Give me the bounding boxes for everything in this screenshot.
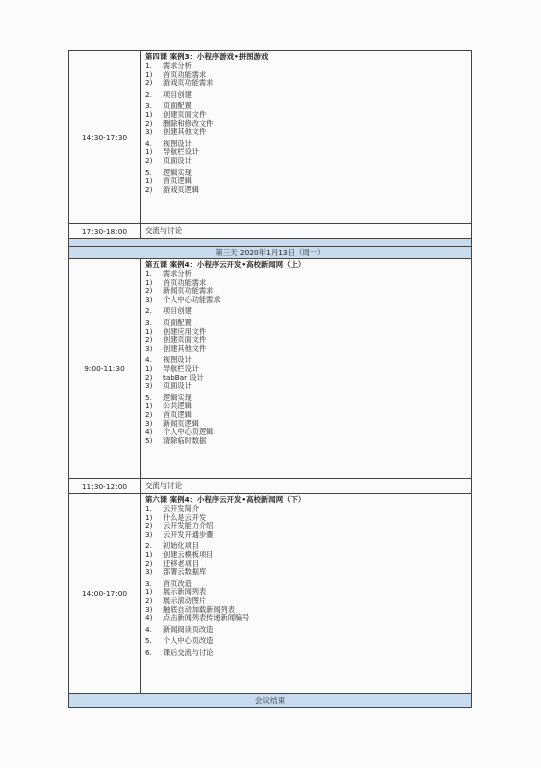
item-text: 首页功能需求 <box>163 277 207 287</box>
discussion-cell: 交流与讨论 <box>141 224 472 239</box>
item-text: 首页功能需求 <box>163 69 207 79</box>
section-number: 6. <box>145 647 152 657</box>
item-text: 页面设计 <box>163 155 192 165</box>
item-number: 1) <box>145 109 153 119</box>
outline-item <box>145 157 467 166</box>
item-text: 什么是云开发 <box>163 512 207 522</box>
item-number: 1) <box>145 549 153 559</box>
item-text: 点击新闻列表传递新闻编号 <box>163 613 250 623</box>
outline-item <box>145 531 467 540</box>
item-text: tabBar 设计 <box>163 372 204 382</box>
item-number: 3) <box>145 418 153 428</box>
section-heading <box>145 626 467 635</box>
item-text: 云开发开通步骤 <box>163 529 214 539</box>
item-number: 4) <box>145 427 153 437</box>
item-text: 展示滚动图片 <box>163 595 207 605</box>
meeting-end: 会议结束 <box>69 694 472 708</box>
outline-section <box>145 580 467 623</box>
item-number: 1) <box>145 587 153 597</box>
section-title: 需求分析 <box>163 61 192 70</box>
section-number: 2. <box>145 541 152 551</box>
schedule-table <box>68 50 472 708</box>
item-number: 3) <box>145 381 153 391</box>
section-heading <box>145 637 467 646</box>
lesson-title: 第四课 案例3：小程序游戏•拼图游戏 <box>145 52 269 61</box>
item-text: 首页逻辑 <box>163 409 192 419</box>
item-number: 2) <box>145 372 153 382</box>
section-number: 2. <box>145 89 152 99</box>
section-number: 2. <box>145 306 152 316</box>
section-title: 需求分析 <box>163 269 192 278</box>
item-number: 1) <box>145 176 153 186</box>
item-number: 4) <box>145 613 153 623</box>
outline-section <box>145 649 467 658</box>
outline-item <box>145 128 467 137</box>
table-row <box>69 494 472 694</box>
section-title: 首页改造 <box>163 578 192 588</box>
item-text: 创建页面文件 <box>163 109 207 119</box>
outline-item <box>145 402 467 411</box>
item-number: 2) <box>145 118 153 128</box>
section-number: 5. <box>145 392 152 402</box>
item-text: 个人中心页逻辑 <box>163 427 214 437</box>
section-title: 项目创建 <box>163 89 192 99</box>
section-title: 项目创建 <box>163 306 192 316</box>
section-number: 1. <box>145 61 152 70</box>
item-number: 2) <box>145 335 153 345</box>
table-row <box>69 479 472 494</box>
item-number: 3) <box>145 343 153 353</box>
item-text: 创建其他文件 <box>163 127 207 137</box>
section-title: 逻辑实现 <box>163 392 192 402</box>
item-number: 2) <box>145 409 153 419</box>
outline-item <box>145 614 467 623</box>
item-text: 游戏页功能需求 <box>163 78 214 88</box>
section-number: 4. <box>145 355 152 365</box>
section-title: 课后交流与讨论 <box>163 647 214 657</box>
item-text: 个人中心功能需求 <box>163 294 221 304</box>
item-text: 创建页面文件 <box>163 335 207 345</box>
time-cell: 17:30-18:00 <box>69 224 141 239</box>
section-title: 新闻阅读页改造 <box>163 624 214 634</box>
outline-section <box>145 319 467 353</box>
item-number: 3) <box>145 604 153 614</box>
item-number: 2) <box>145 184 153 194</box>
outline-item <box>145 345 467 354</box>
lesson-cell <box>141 494 472 694</box>
item-text: 导航栏设计 <box>163 147 199 157</box>
section-number: 5. <box>145 167 152 177</box>
lesson-title: 第六课 案例4：小程序云开发•高校新闻网（下） <box>145 495 306 504</box>
item-text: 清除临时数据 <box>163 435 207 445</box>
outline-section <box>145 169 467 195</box>
time-cell: 14:30-17:30 <box>69 51 141 224</box>
item-number: 3) <box>145 294 153 304</box>
outline-item <box>145 296 467 305</box>
section-heading <box>145 649 467 658</box>
schedule-page <box>68 50 472 708</box>
item-text: 迁移老项目 <box>163 558 199 568</box>
section-heading <box>145 394 467 403</box>
section-heading <box>145 91 467 100</box>
section-title: 页面配置 <box>163 101 192 111</box>
time-cell: 14:00-17:00 <box>69 494 141 694</box>
item-text: 创建云模板项目 <box>163 549 214 559</box>
item-text: 创建应用文件 <box>163 326 207 336</box>
outline-section <box>145 394 467 446</box>
section-number: 4. <box>145 624 152 634</box>
item-number: 3) <box>145 567 153 577</box>
outline-item <box>145 382 467 391</box>
item-number: 3) <box>145 127 153 137</box>
outline-section <box>145 637 467 646</box>
item-text: 页面设计 <box>163 381 192 391</box>
outline-section <box>145 505 467 539</box>
lesson-cell <box>141 259 472 479</box>
section-title: 云开发简介 <box>163 504 199 513</box>
item-number: 2) <box>145 595 153 605</box>
item-number: 5) <box>145 435 153 445</box>
item-text: 新闻页功能需求 <box>163 286 214 296</box>
outline <box>145 62 467 194</box>
outline-section <box>145 270 467 304</box>
discussion-cell: 交流与讨论 <box>141 479 472 494</box>
item-number: 1) <box>145 326 153 336</box>
time-cell: 9:00-11:30 <box>69 259 141 479</box>
item-number: 2) <box>145 78 153 88</box>
outline-item <box>145 186 467 195</box>
outline-item <box>145 79 467 88</box>
item-text: 删除和修改文件 <box>163 118 214 128</box>
item-text: 展示新闻列表 <box>163 587 207 597</box>
outline-section <box>145 91 467 100</box>
table-row <box>69 51 472 224</box>
section-title: 页面配置 <box>163 317 192 327</box>
section-heading <box>145 307 467 316</box>
item-number: 2) <box>145 155 153 165</box>
item-text: 首页逻辑 <box>163 176 192 186</box>
item-number: 3) <box>145 529 153 539</box>
spacer-band <box>69 239 472 247</box>
item-text: 创建其他文件 <box>163 343 207 353</box>
section-heading <box>145 169 467 178</box>
outline <box>145 270 467 445</box>
item-text: 云开发能力介绍 <box>163 521 214 531</box>
section-number: 5. <box>145 636 152 646</box>
item-number: 1) <box>145 277 153 287</box>
item-number: 1) <box>145 363 153 373</box>
day-header-row <box>69 247 472 259</box>
table-row <box>69 259 472 479</box>
item-text: 导航栏设计 <box>163 363 199 373</box>
item-number: 1) <box>145 69 153 79</box>
section-title: 视图设计 <box>163 138 192 148</box>
section-number: 4. <box>145 138 152 148</box>
section-title: 视图设计 <box>163 355 192 365</box>
section-number: 3. <box>145 578 152 588</box>
item-number: 2) <box>145 521 153 531</box>
time-cell: 11:30-12:00 <box>69 479 141 494</box>
section-number: 3. <box>145 317 152 327</box>
section-number: 3. <box>145 101 152 111</box>
lesson-cell <box>141 51 472 224</box>
outline-item <box>145 148 467 157</box>
outline-item <box>145 374 467 383</box>
outline-section <box>145 140 467 166</box>
item-text: 新闻页逻辑 <box>163 418 199 428</box>
lesson-title: 第五课 案例4：小程序云开发•高校新闻网（上） <box>145 260 306 269</box>
item-number: 1) <box>145 512 153 522</box>
outline-section <box>145 62 467 88</box>
outline <box>145 505 467 658</box>
item-number: 1) <box>145 401 153 411</box>
item-text: 部署云数据库 <box>163 567 207 577</box>
item-text: 触底自动加载新闻列表 <box>163 604 235 614</box>
day-heading: 第三天 2020年1月13日（周一） <box>69 247 472 259</box>
outline-section <box>145 307 467 316</box>
outline-section <box>145 542 467 576</box>
table-row <box>69 224 472 239</box>
outline-section <box>145 356 467 390</box>
item-text: 公共逻辑 <box>163 401 192 411</box>
item-number: 2) <box>145 558 153 568</box>
outline-section <box>145 102 467 136</box>
end-row <box>69 694 472 708</box>
section-title: 逻辑实现 <box>163 167 192 177</box>
section-title: 初始化项目 <box>163 541 199 551</box>
section-number: 1. <box>145 504 152 513</box>
section-number: 1. <box>145 269 152 278</box>
outline-item <box>145 568 467 577</box>
outline-item <box>145 437 467 446</box>
item-number: 1) <box>145 147 153 157</box>
item-number: 2) <box>145 286 153 296</box>
item-text: 游戏页逻辑 <box>163 184 199 194</box>
section-title: 个人中心页改造 <box>163 636 214 646</box>
outline-section <box>145 626 467 635</box>
